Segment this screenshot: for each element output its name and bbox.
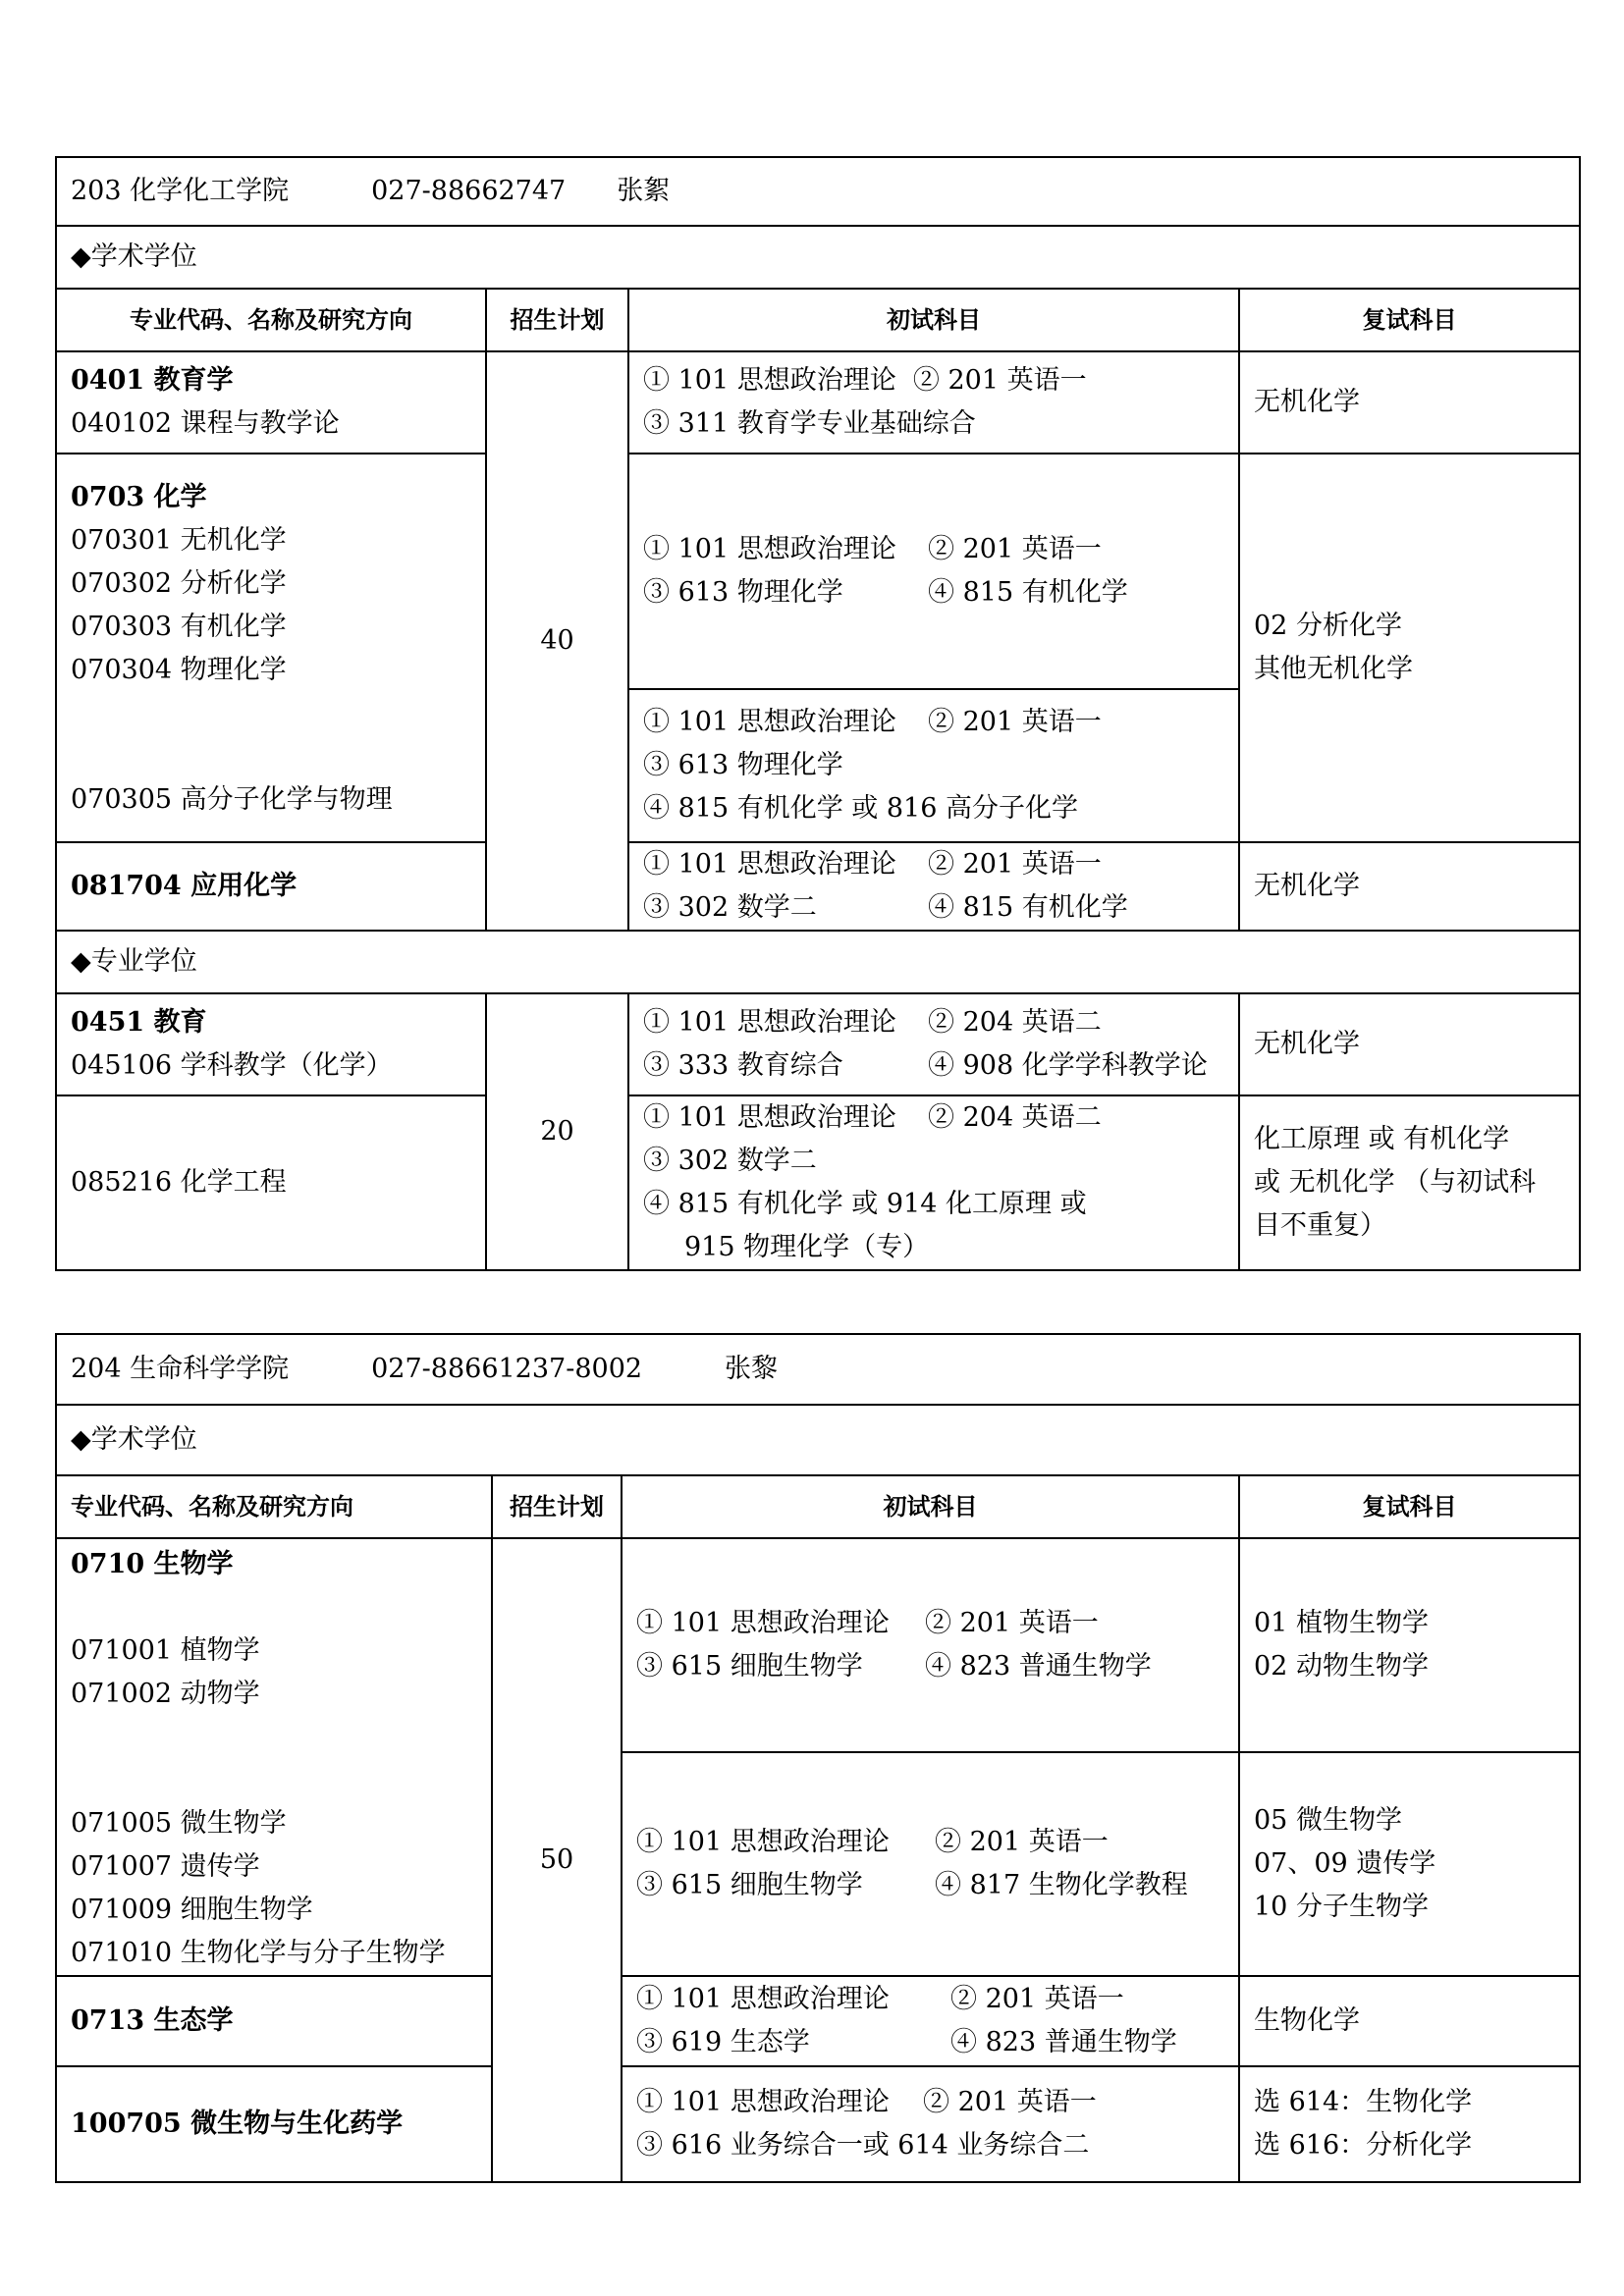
table-row — [56, 2066, 1580, 2182]
college-header — [56, 1334, 1580, 1405]
college-204-table — [55, 1333, 1581, 2183]
col-retest: 复试科目 — [1239, 1475, 1580, 1538]
plan-cell: 50 — [492, 1538, 622, 2182]
col-exam: 初试科目 — [622, 1475, 1239, 1538]
retest-cell: 无机化学 — [1239, 842, 1580, 931]
major-cell: 0451 教育 045106 学科教学（化学） — [56, 993, 486, 1095]
college-phone: 027-88661237-8002 — [371, 1354, 643, 1384]
professional-degree-label: ◆专业学位 — [56, 931, 1580, 993]
retest-cell: 无机化学 — [1239, 993, 1580, 1095]
column-header-row — [56, 1475, 1580, 1538]
table-row — [56, 993, 1580, 1095]
college-phone: 027-88662747 — [371, 176, 567, 206]
table-row — [56, 1538, 1580, 1752]
col-exam: 初试科目 — [628, 289, 1239, 351]
college-code-name: 203 化学化工学院 — [71, 176, 290, 206]
exam-cell: ① 101 思想政治理论 ② 201 英语一 ③ 616 业务综合一或 614 业务综合二 — [622, 2066, 1239, 2182]
college-203-table — [55, 156, 1581, 1271]
college-header-row — [56, 157, 1580, 226]
academic-degree-label: ◆学术学位 — [56, 1405, 1580, 1475]
plan-cell: 40 — [486, 351, 628, 931]
plan-cell: 20 — [486, 993, 628, 1270]
exam-cell: ① 101 思想政治理论 ② 201 英语一 ③ 302 数学二 ④ 815 有机化学 — [628, 842, 1239, 931]
col-plan: 招生计划 — [492, 1475, 622, 1538]
retest-cell: 02 分析化学 其他无机化学 — [1239, 454, 1580, 842]
college-contact: 张黎 — [725, 1354, 779, 1384]
exam-cell: ① 101 思想政治理论 ② 204 英语二 ③ 302 数学二 ④ 815 有机化学 或 914 化工原理 或 915 物理化学（专） — [628, 1095, 1239, 1270]
exam-cell: ① 101 思想政治理论 ② 204 英语二 ③ 333 教育综合 ④ 908 化学学科教学论 — [628, 993, 1239, 1095]
table-row — [56, 842, 1580, 931]
exam-cell: ① 101 思想政治理论 ② 201 英语一 ③ 613 物理化学 ④ 815 有机化学 或 816 高分子化学 — [628, 689, 1239, 842]
retest-cell: 生物化学 — [1239, 1976, 1580, 2066]
col-major: 专业代码、名称及研究方向 — [56, 1475, 492, 1538]
exam-cell: ① 101 思想政治理论 ② 201 英语一 ③ 311 教育学专业基础综合 — [628, 351, 1239, 454]
column-header-row — [56, 289, 1580, 351]
retest-cell: 01 植物生物学 02 动物生物学 — [1239, 1538, 1580, 1752]
retest-cell: 无机化学 — [1239, 351, 1580, 454]
college-header — [56, 157, 1580, 226]
major-cell: 0713 生态学 — [56, 1976, 492, 2066]
academic-degree-label: ◆学术学位 — [56, 226, 1580, 289]
table-row — [56, 1095, 1580, 1270]
table-row — [56, 454, 1580, 689]
major-cell: 0710 生物学 071001 植物学 071002 动物学 071005 微生物学 071007 遗传学 071009 细胞生物学 071010 生物化学与分子生物学 — [56, 1538, 492, 1976]
col-retest: 复试科目 — [1239, 289, 1580, 351]
major-cell: 081704 应用化学 — [56, 842, 486, 931]
col-plan: 招生计划 — [486, 289, 628, 351]
exam-cell: ① 101 思想政治理论 ② 201 英语一 ③ 615 细胞生物学 ④ 823 普通生物学 — [622, 1538, 1239, 1752]
col-major: 专业代码、名称及研究方向 — [56, 289, 486, 351]
college-contact: 张絮 — [617, 176, 671, 206]
table-row — [56, 351, 1580, 454]
exam-cell: ① 101 思想政治理论 ② 201 英语一 ③ 615 细胞生物学 ④ 817 生物化学教程 — [622, 1752, 1239, 1976]
exam-cell: ① 101 思想政治理论 ② 201 英语一 ③ 619 生态学 ④ 823 普通生物学 — [622, 1976, 1239, 2066]
major-cell: 100705 微生物与生化药学 — [56, 2066, 492, 2182]
major-cell: 0703 化学 070301 无机化学 070302 分析化学 070303 有机化学 070304 物理化学 070305 高分子化学与物理 — [56, 454, 486, 842]
college-header-row — [56, 1334, 1580, 1405]
retest-cell: 选 614：生物化学 选 616：分析化学 — [1239, 2066, 1580, 2182]
retest-cell: 化工原理 或 有机化学 或 无机化学 （与初试科 目不重复） — [1239, 1095, 1580, 1270]
exam-cell: ① 101 思想政治理论 ② 201 英语一 ③ 613 物理化学 ④ 815 有机化学 — [628, 454, 1239, 689]
college-code-name: 204 生命科学学院 — [71, 1354, 290, 1384]
major-cell: 0401 教育学 040102 课程与教学论 — [56, 351, 486, 454]
major-cell: 085216 化学工程 — [56, 1095, 486, 1270]
retest-cell: 05 微生物学 07、09 遗传学 10 分子生物学 — [1239, 1752, 1580, 1976]
table-row — [56, 1976, 1580, 2066]
